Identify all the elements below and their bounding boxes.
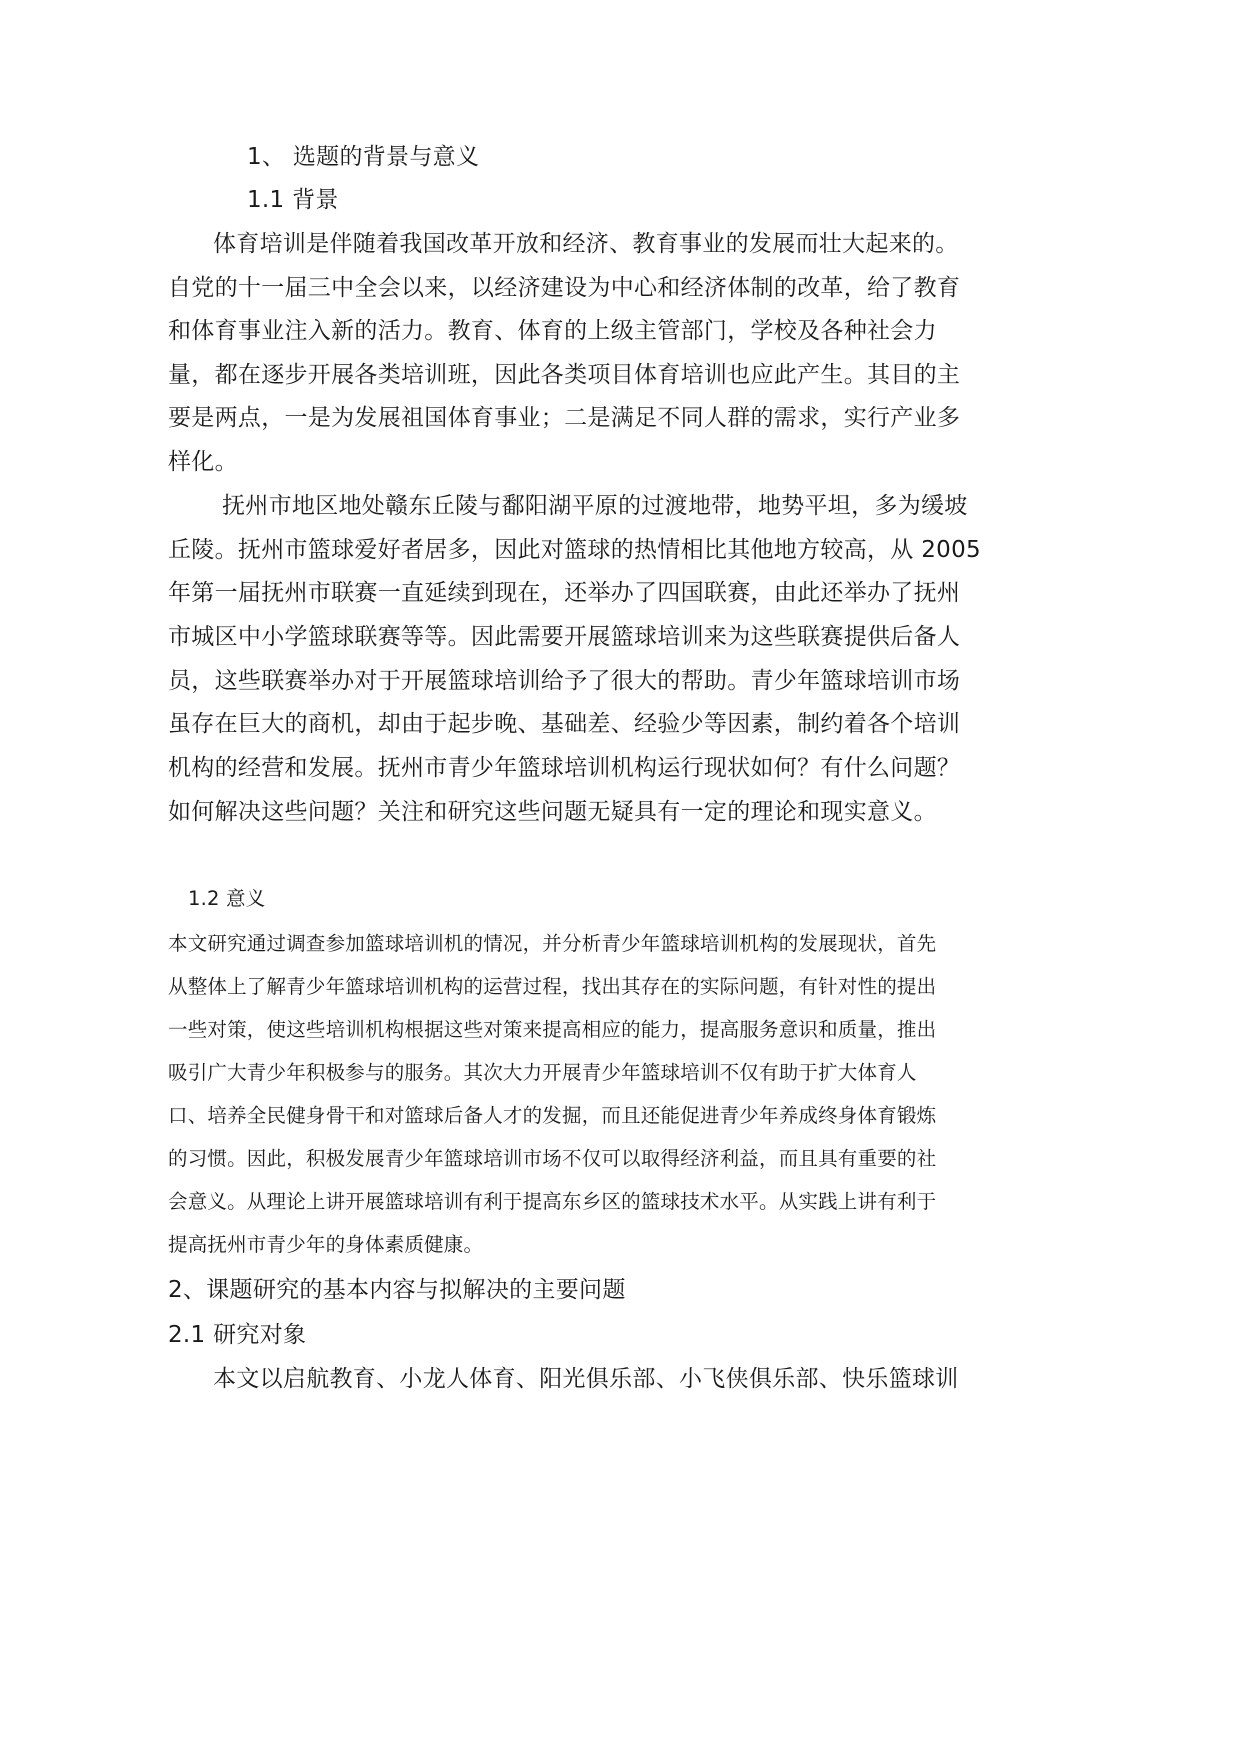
text-line: 吸引广大青少年积极参与的服务。其次大力开展青少年篮球培训不仅有助于扩大体育人: [168, 1061, 917, 1084]
section-1-1-title: 1.1 背景: [247, 187, 339, 213]
text-line: 要是两点，一是为发展祖国体育事业；二是满足不同人群的需求，实行产业多: [168, 405, 961, 431]
text-line: 提高抚州市青少年的身体素质健康。: [168, 1233, 484, 1256]
section-1-2-title: 1.2 意义: [188, 887, 266, 910]
text-line: 虽存在巨大的商机，却由于起步晚、基础差、经验少等因素，制约着各个培训: [168, 711, 961, 737]
text-line: 本文以启航教育、小龙人体育、阳光俱乐部、小飞侠俱乐部、快乐篮球训: [213, 1366, 959, 1392]
section-2-1-title: 2.1 研究对象: [168, 1322, 307, 1348]
text-line: 如何解决这些问题？关注和研究这些问题无疑具有一定的理论和现实意义。: [168, 799, 937, 825]
section-2-title: 2、课题研究的基本内容与拟解决的主要问题: [168, 1277, 626, 1303]
text-line: 一些对策，使这些培训机构根据这些对策来提高相应的能力，提高服务意识和质量，推出: [168, 1018, 937, 1041]
text-line: 机构的经营和发展。抚州市青少年篮球培训机构运行现状如何？有什么问题？: [168, 755, 961, 781]
text-line: 自党的十一届三中全会以来，以经济建设为中心和经济体制的改革，给了教育: [168, 275, 961, 301]
text-line: 量，都在逐步开展各类培训班，因此各类项目体育培训也应此产生。其目的主: [168, 362, 961, 388]
text-line: 市城区中小学篮球联赛等等。因此需要开展篮球培训来为这些联赛提供后备人: [168, 624, 961, 650]
text-line: 本文研究通过调查参加篮球培训机的情况，并分析青少年篮球培训机构的发展现状，首先: [168, 932, 937, 955]
text-line: 和体育事业注入新的活力。教育、体育的上级主管部门，学校及各种社会力: [168, 318, 937, 344]
text-line: 抚州市地区地处赣东丘陵与鄱阳湖平原的过渡地带，地势平坦，多为缓坡: [222, 493, 968, 519]
text-line: 口、培养全民健身骨干和对篮球后备人才的发掘，而且还能促进青少年养成终身体育锻炼: [168, 1104, 937, 1127]
text-line: 从整体上了解青少年篮球培训机构的运营过程，找出其存在的实际问题，有针对性的提出: [168, 975, 937, 998]
text-line: 会意义。从理论上讲开展篮球培训有利于提高东乡区的篮球技术水平。从实践上讲有利于: [168, 1190, 937, 1213]
text-line: 体育培训是伴随着我国改革开放和经济、教育事业的发展而壮大起来的。: [213, 231, 959, 257]
text-line: 样化。: [168, 449, 238, 475]
text-line: 丘陵。抚州市篮球爱好者居多，因此对篮球的热情相比其他地方较高，从 2005: [168, 537, 981, 563]
text-line: 的习惯。因此，积极发展青少年篮球培训市场不仅可以取得经济利益，而且具有重要的社: [168, 1147, 937, 1170]
text-line: 年第一届抚州市联赛一直延续到现在，还举办了四国联赛，由此还举办了抚州: [168, 580, 961, 606]
section-1-title: 1、 选题的背景与意义: [247, 144, 480, 170]
text-line: 员，这些联赛举办对于开展篮球培训给予了很大的帮助。青少年篮球培训市场: [168, 668, 961, 694]
